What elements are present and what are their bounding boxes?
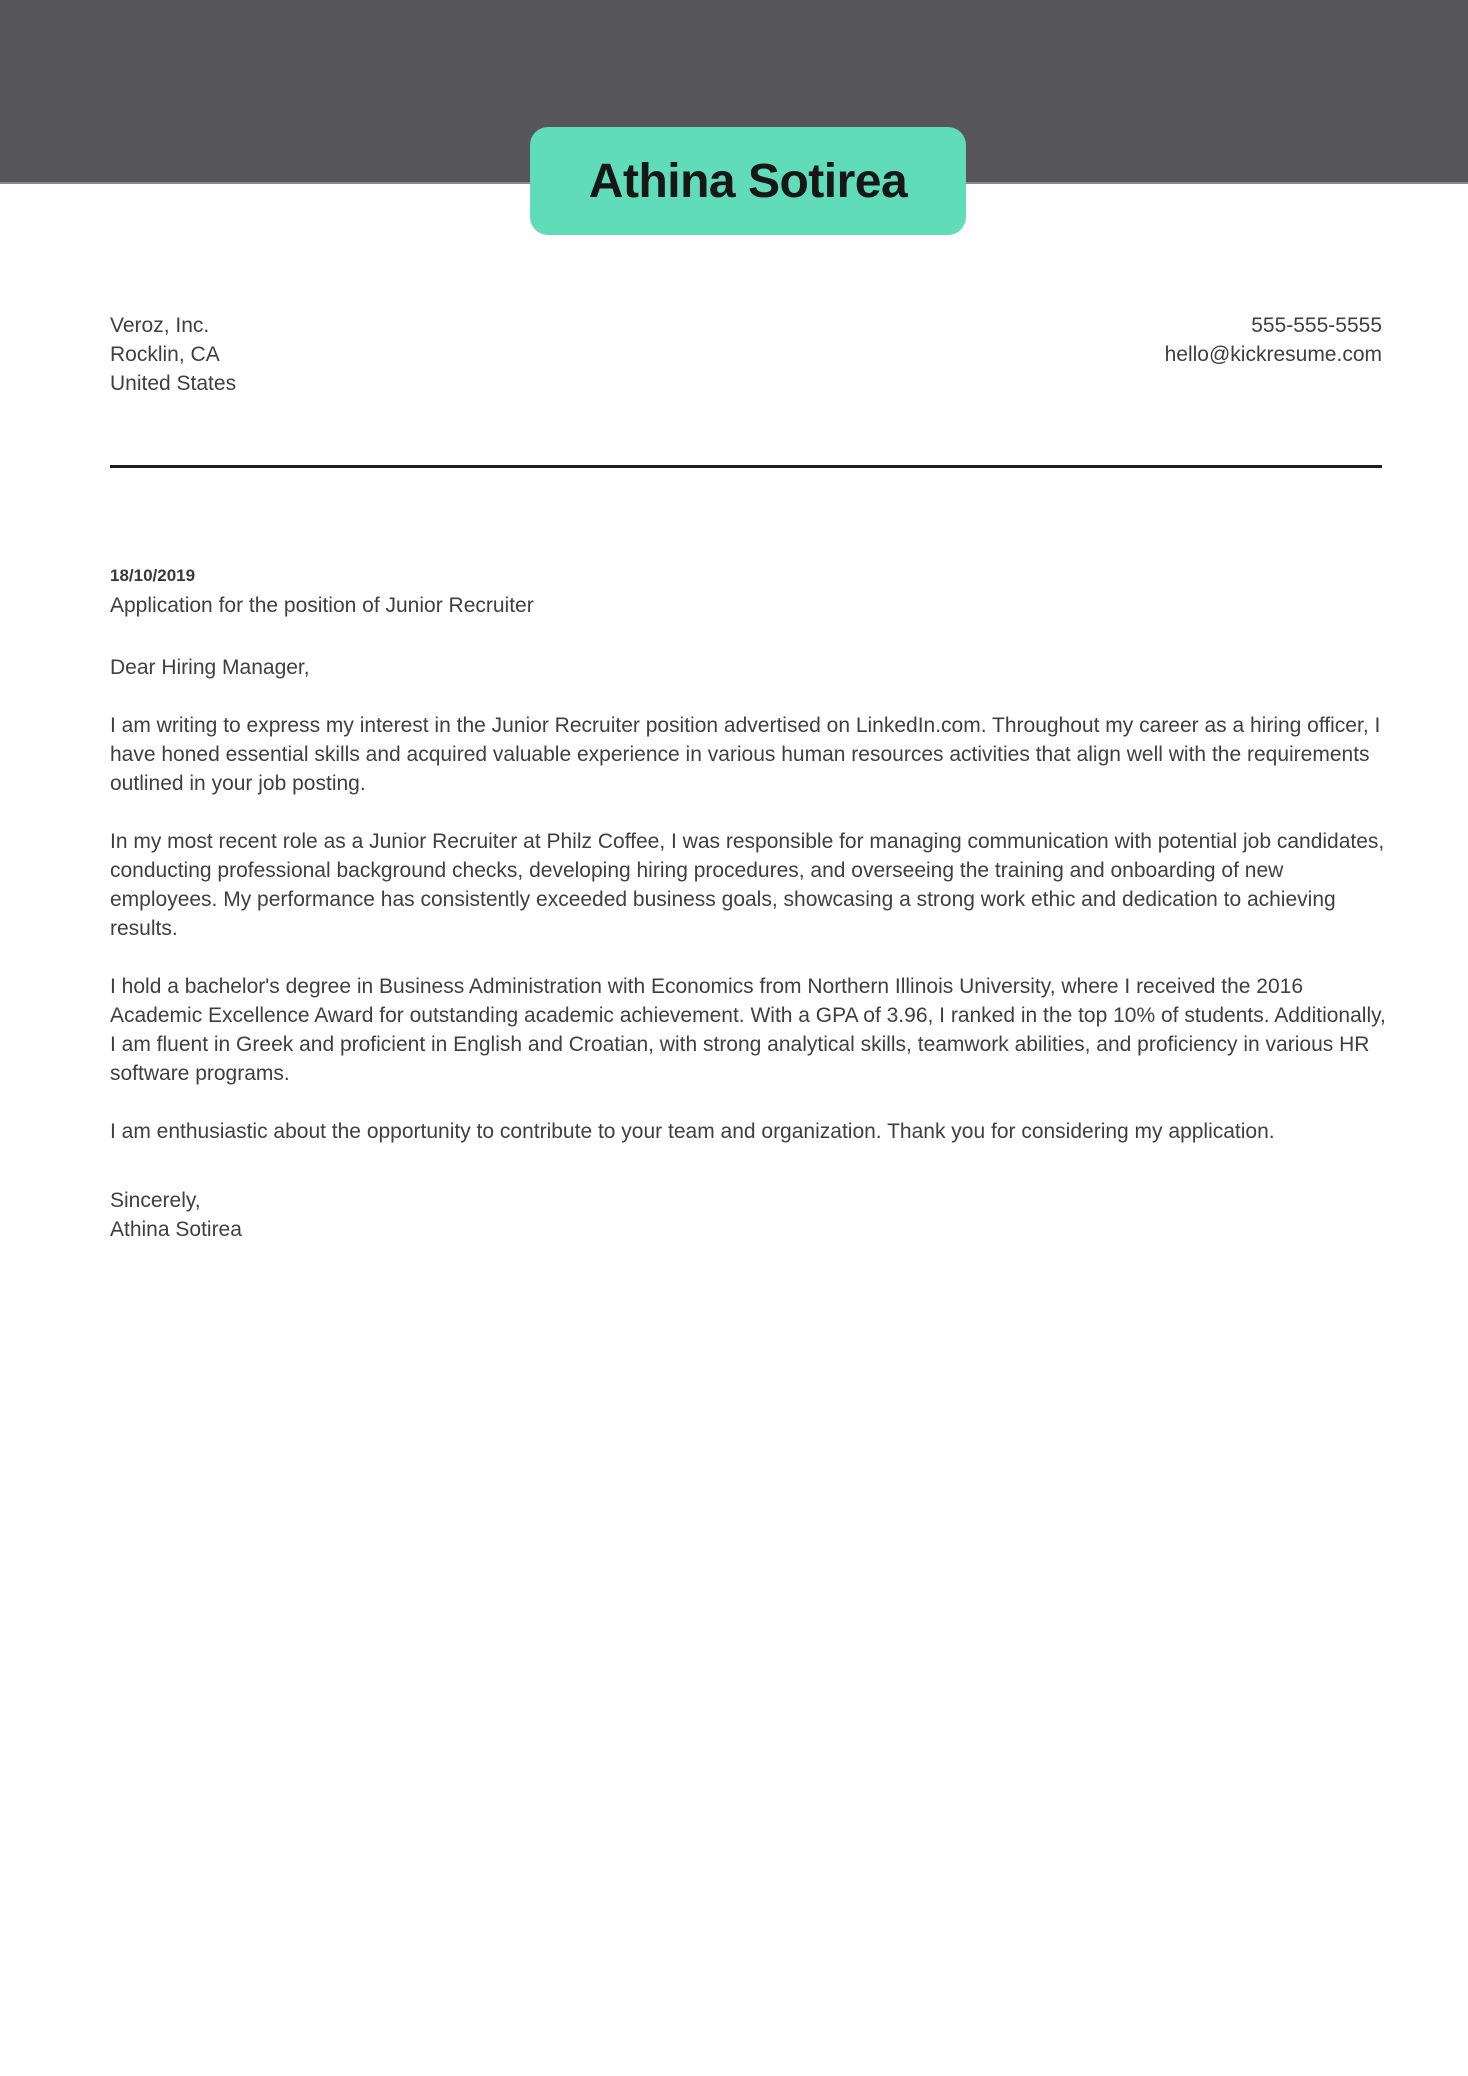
letter-date: 18/10/2019 <box>110 566 196 585</box>
signature-name: Athina Sotirea <box>110 1218 242 1241</box>
paragraph-experience: In my most recent role as a Junior Recruiter at Philz Coffee, I was responsible for managing communication with potential job candidates, conducting professional background checks, developing hiring procedures, and overseeing the training and onboarding of new employees. My performance has consistently exceeded business goals, showcasing a strong work ethic and dedication to achieving results. <box>110 830 1385 940</box>
paragraph-education: I hold a bachelor's degree in Business Administration with Economics from Northern Illinois University, where I received the 2016 Academic Excellence Award for outstanding academic achievement. With a GPA of 3.96, I ranked in the top 10% of students. Additionally, I am fluent in Greek and proficient in English and Croatian, with strong analytical skills, teamwork abilities, and proficiency in various HR software programs. <box>110 975 1386 1085</box>
paragraph-closing: I am enthusiastic about the opportunity to contribute to your team and organization. Thank you for considering my application. <box>110 1120 1275 1143</box>
applicant-name: Athina Sotirea <box>588 154 908 208</box>
email-address: hello@kickresume.com <box>1164 343 1382 366</box>
recipient-address <box>110 311 236 398</box>
phone-number: 555-555-5555 <box>1251 314 1382 337</box>
name-banner <box>530 127 966 235</box>
letter-body <box>110 565 1386 1244</box>
contact-section <box>110 311 1382 398</box>
divider-line <box>110 465 1382 468</box>
signoff-block <box>110 1186 1386 1244</box>
sender-contact <box>1165 311 1382 398</box>
closing-word: Sincerely, <box>110 1189 201 1212</box>
paragraph-intro: I am writing to express my interest in the Junior Recruiter position advertised on LinkedIn.com. Throughout my career as a hiring officer, I have honed essential skills and acquired valuable experience in various human resources activities that align well with the requirements outlined in your job posting. <box>110 714 1381 795</box>
recipient-company: Veroz, Inc. <box>110 314 210 337</box>
salutation: Dear Hiring Manager, <box>110 656 310 679</box>
letter-subject: Application for the position of Junior Recruiter <box>110 594 534 617</box>
recipient-country: United States <box>110 372 237 395</box>
recipient-city: Rocklin, CA <box>110 343 220 366</box>
